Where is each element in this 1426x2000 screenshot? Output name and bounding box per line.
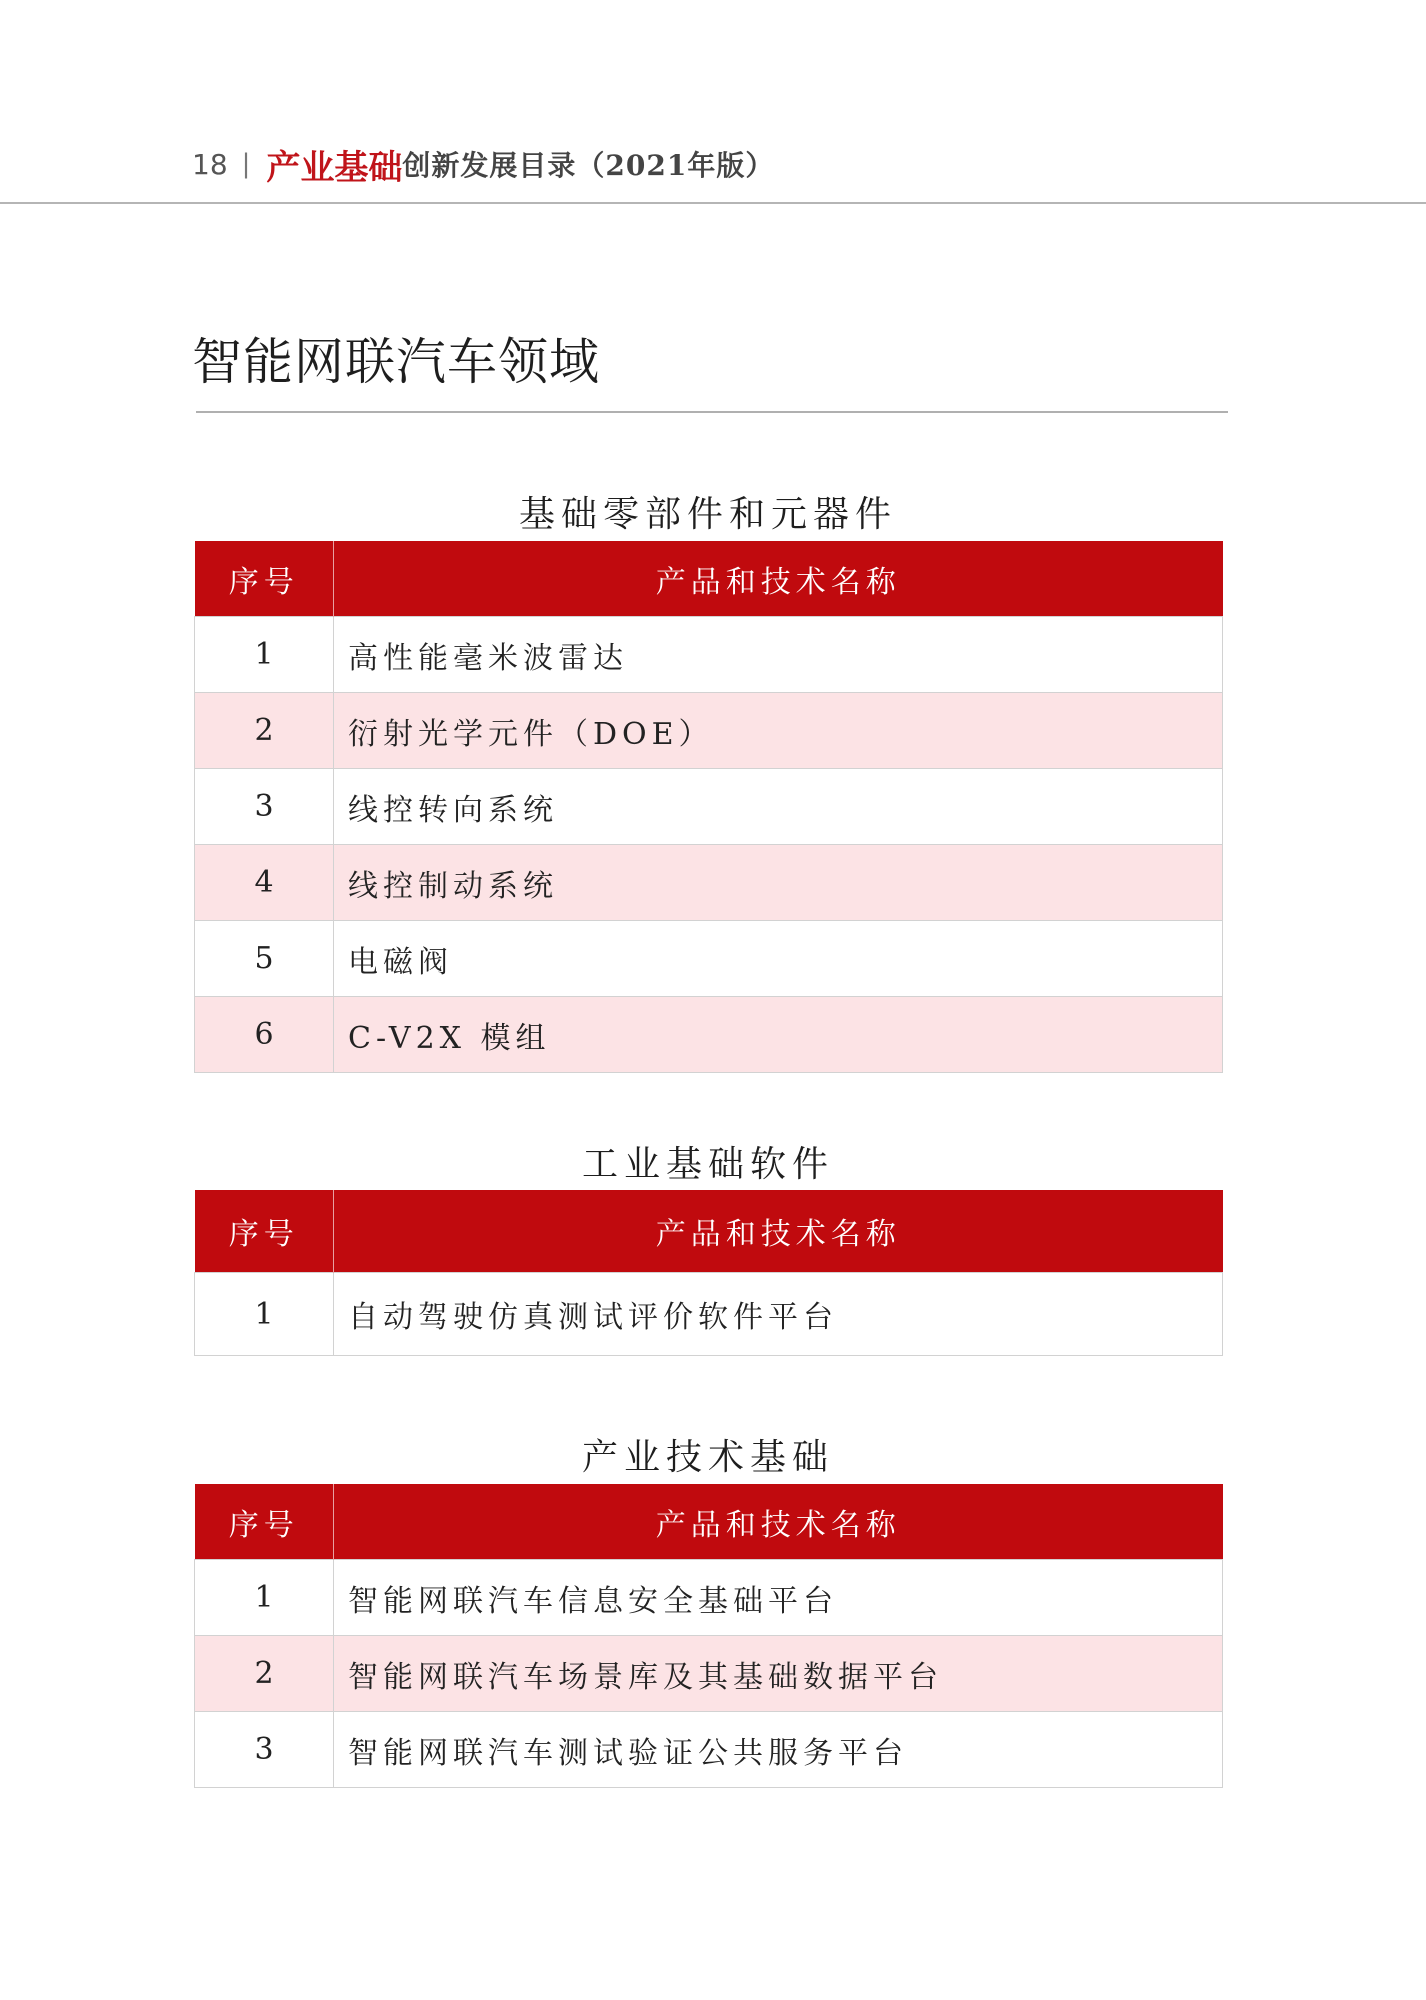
table-components	[194, 541, 1223, 1073]
row-index: 1	[195, 617, 334, 693]
table-row	[195, 617, 1223, 693]
row-name: 自动驾驶仿真测试评价软件平台	[334, 1273, 1223, 1356]
table-technology	[194, 1484, 1223, 1788]
row-index: 5	[195, 921, 334, 997]
row-index: 4	[195, 845, 334, 921]
table-row	[195, 845, 1223, 921]
page-title: 智能网联汽车领域	[192, 333, 600, 391]
row-name: 智能网联汽车测试验证公共服务平台	[334, 1712, 1223, 1788]
row-name: C-V2X 模组	[334, 997, 1223, 1073]
table-header-row	[195, 541, 1223, 617]
table-header-row	[195, 1484, 1223, 1560]
table-row	[195, 693, 1223, 769]
row-name: 高性能毫米波雷达	[334, 617, 1223, 693]
table-row	[195, 1712, 1223, 1788]
column-header-name: 产品和技术名称	[334, 541, 1223, 617]
row-name: 衍射光学元件（DOE）	[334, 693, 1223, 769]
row-name: 线控制动系统	[334, 845, 1223, 921]
row-index: 2	[195, 693, 334, 769]
table-row	[195, 769, 1223, 845]
column-header-index: 序号	[195, 1190, 334, 1273]
row-index: 1	[195, 1273, 334, 1356]
section-title-technology: 产业技术基础	[581, 1437, 834, 1478]
row-index: 2	[195, 1636, 334, 1712]
table-software	[194, 1190, 1223, 1356]
row-name: 电磁阀	[334, 921, 1223, 997]
column-header-name: 产品和技术名称	[334, 1190, 1223, 1273]
row-index: 6	[195, 997, 334, 1073]
section-title-components: 基础零部件和元器件	[518, 494, 897, 535]
row-index: 3	[195, 769, 334, 845]
row-index: 1	[195, 1560, 334, 1636]
header-title-highlight: 产业基础	[266, 147, 403, 188]
row-name: 线控转向系统	[334, 769, 1223, 845]
column-header-name: 产品和技术名称	[334, 1484, 1223, 1560]
table-header-row	[195, 1190, 1223, 1273]
row-name: 智能网联汽车场景库及其基础数据平台	[334, 1636, 1223, 1712]
table-row	[195, 1636, 1223, 1712]
row-name: 智能网联汽车信息安全基础平台	[334, 1560, 1223, 1636]
column-header-index: 序号	[195, 1484, 334, 1560]
table-row	[195, 997, 1223, 1073]
column-header-index: 序号	[195, 541, 334, 617]
page-number: 18	[192, 147, 228, 181]
table-row	[195, 1560, 1223, 1636]
header-separator: |	[241, 149, 251, 179]
section-title-software: 工业基础软件	[581, 1144, 834, 1185]
header-divider	[0, 202, 1426, 204]
running-header	[192, 140, 774, 188]
title-divider	[196, 411, 1228, 413]
row-index: 3	[195, 1712, 334, 1788]
header-title-rest: 创新发展目录（2021年版）	[402, 149, 775, 182]
table-row	[195, 921, 1223, 997]
table-row	[195, 1273, 1223, 1356]
